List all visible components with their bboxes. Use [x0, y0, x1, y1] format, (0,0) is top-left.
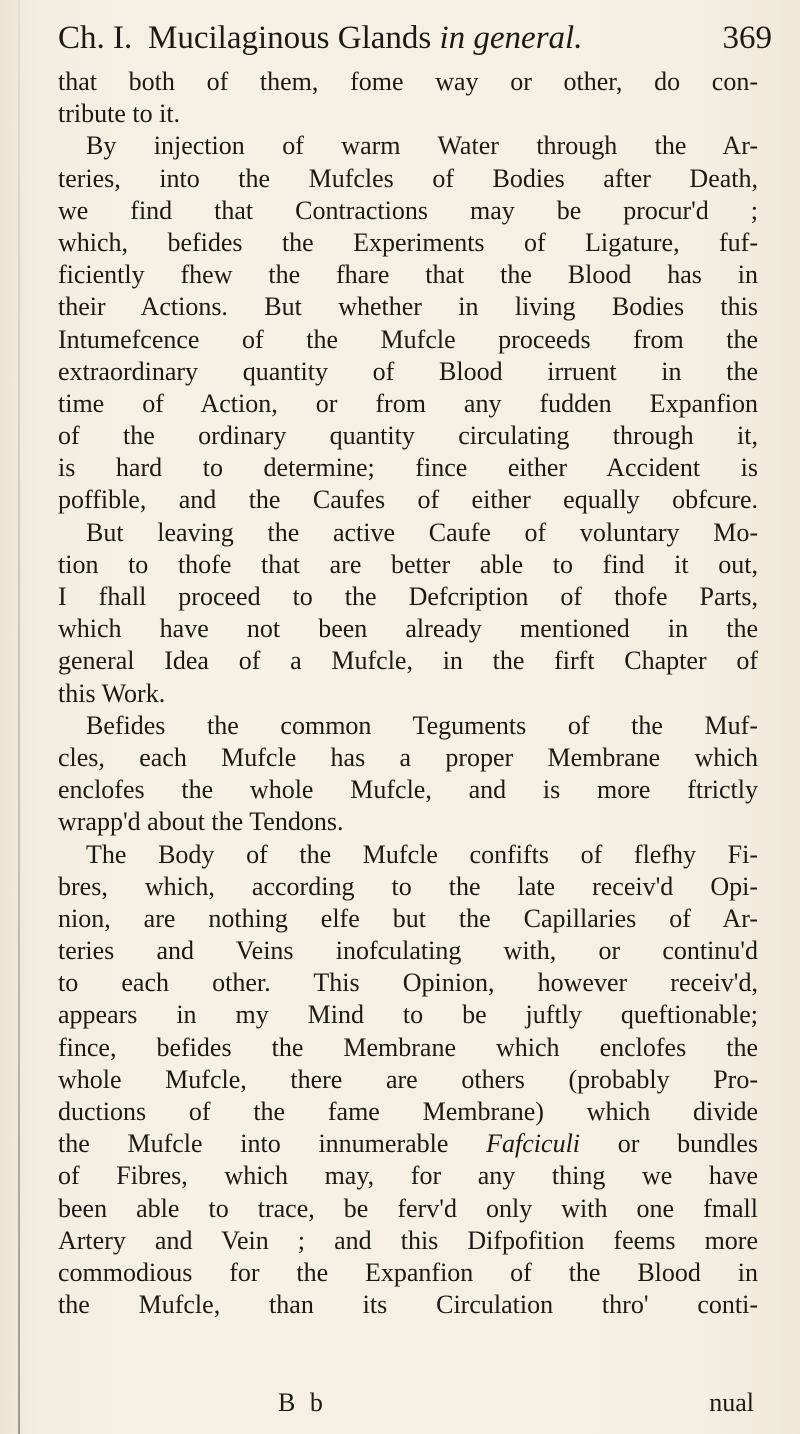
text-line-24: wrapp'd about the Tendons.	[58, 807, 344, 837]
running-header	[58, 10, 772, 66]
text-line-22: cles, each Mufcle has a proper Membrane which	[58, 742, 758, 772]
text-line-7: ficiently fhew the fhare that the Blood has in	[58, 260, 758, 290]
running-title-italic: in general.	[439, 20, 583, 56]
page-gutter-shadow	[18, 0, 20, 1434]
text-line-36: been able to trace, be ferv'd only with one fmall	[58, 1193, 758, 1223]
text-line-34-end: or bundles	[580, 1129, 758, 1159]
text-line-2: tribute to it.	[58, 99, 181, 129]
text-line-25: The Body of the Mufcle confifts of flefhy Fi-	[86, 839, 758, 869]
signature-mark: B b	[278, 1388, 327, 1417]
page-footer	[58, 1387, 758, 1419]
text-line-39: the Mufcle, than its Circulation thro' conti-	[58, 1290, 758, 1320]
text-line-6: which, befides the Experiments of Ligature, fuf-	[58, 227, 758, 257]
running-title-main: Mucilaginous Glands	[148, 20, 432, 56]
text-line-32: whole Mufcle, there are others (probably Pro-	[58, 1064, 758, 1094]
text-line-33: ductions of the fame Membrane) which divide	[58, 1097, 758, 1126]
text-line-5: we find that Contractions may be procur'd ;	[58, 195, 758, 225]
text-line-37: Artery and Vein ; and this Difpofition feems more	[58, 1225, 758, 1255]
text-line-35: of Fibres, which may, for any thing we have	[58, 1161, 758, 1191]
text-line-38: commodious for the Expanfion of the Blood in	[58, 1257, 758, 1287]
text-line-11: time of Action, or from any fudden Expanfion	[58, 388, 758, 418]
text-line-23: enclofes the whole Mufcle, and is more ftrictly	[58, 775, 758, 805]
text-line-10: extraordinary quantity of Blood irruent in the	[58, 356, 758, 386]
text-line-28: teries and Veins inofculating with, or continu'd	[58, 936, 758, 966]
text-line-26: bres, which, according to the late receiv'd Opi-	[58, 871, 758, 901]
text-line-9: Intumefcence of the Mufcle proceeds from the	[58, 324, 758, 354]
text-line-31: fince, befides the Membrane which enclofes the	[58, 1032, 758, 1062]
text-line-8: their Actions. But whether in living Bodies this	[58, 292, 758, 322]
text-line-3: By injection of warm Water through the Ar-	[86, 131, 758, 161]
text-line-4: teries, into the Mufcles of Bodies after Death,	[58, 163, 758, 193]
text-line-1: that both of them, fome way or other, do con-	[58, 67, 758, 96]
chapter-label: Ch. I.	[58, 20, 133, 56]
text-line-18: which have not been already mentioned in the	[58, 614, 758, 644]
running-title	[148, 18, 582, 58]
text-line-17: I fhall proceed to the Defcription of thofe Parts,	[58, 582, 758, 611]
text-line-20: this Work.	[58, 678, 166, 708]
text-line-34-start: the Mufcle into innumerable	[58, 1129, 449, 1159]
catchword: nual	[709, 1388, 754, 1417]
page-number: 369	[722, 20, 772, 56]
text-line-27: nion, are nothing elfe but the Capillaries of Ar-	[58, 903, 758, 933]
text-line-21: Befides the common Teguments of the Muf-	[86, 710, 758, 740]
text-line-12: of the ordinary quantity circulating through it,	[58, 421, 758, 451]
text-line-13: is hard to determine; fince either Accident is	[58, 453, 758, 483]
text-line-34	[58, 1128, 758, 1160]
text-line-15: But leaving the active Caufe of voluntary Mo-	[86, 517, 758, 547]
italic-term-fasciculi: Fafciculi	[486, 1129, 581, 1159]
text-line-16: tion to thofe that are better able to find it out,	[58, 549, 758, 579]
text-line-29: to each other. This Opinion, however receiv'd,	[58, 968, 758, 998]
text-line-14: poffible, and the Caufes of either equally obfcure.	[58, 485, 758, 515]
text-line-19: general Idea of a Mufcle, in the firft Chapter of	[58, 646, 758, 676]
body-text	[58, 66, 758, 1321]
text-line-30: appears in my Mind to be juftly queftionable;	[58, 1000, 758, 1030]
